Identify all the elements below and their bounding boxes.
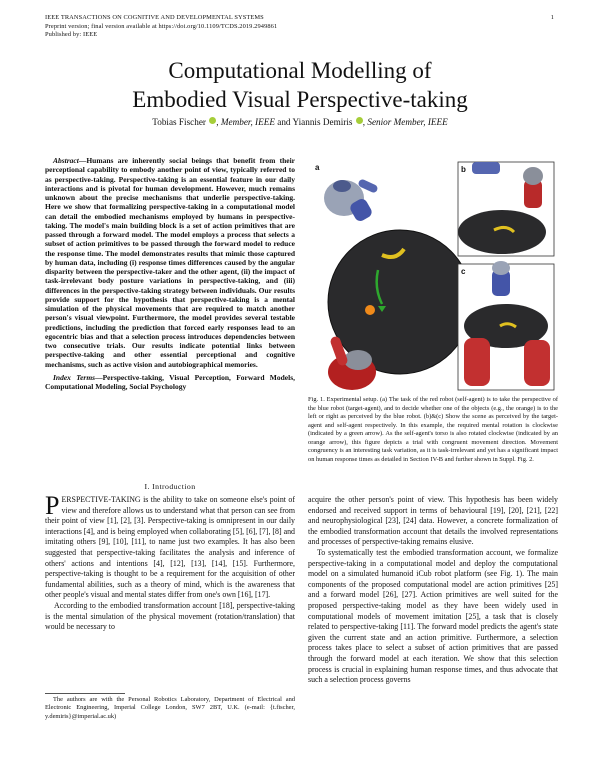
intro-left-column — [45, 491, 295, 633]
journal-name: IEEE TRANSACTIONS ON COGNITIVE AND DEVELOPMENTAL SYSTEMS — [45, 14, 264, 21]
panel-a-label: a — [315, 163, 320, 172]
page-number: 1 — [550, 14, 554, 21]
footnote: The authors are with the Personal Robotics Laboratory, Department of Electrical and Electronic Engineering, Imperial College London, SW7 2BT, U.K. (e-mail: {t.fischer, y.demiris}@imperial.ac.uk) — [45, 696, 295, 720]
abstract: Abstract—Humans are inherently social beings that benefit from their perceptional capability to embody another point of view, typically referred to as perspective-taking. Perspective-taking is an essential feature in our daily interactions and is pivotal for human development. However, much remains unknown about the precise mechanisms that underlie perspective-taking. Here we show that formalizing perspective-taking in a computational model can detail the embodied mechanisms employed by humans in perspective-taking. The model's main building block is a set of action primitives that are passed through a forward model. The model employs a process that selects a subset of action primitives to be passed through the forward model to reduce the response time. The model demonstrates results that mimic those captured by human data, including (i) response times differences caused by the angular disparity between the perspective-taker and the other agent, (ii) the impact of task-irrelevant body posture variations in perspective-taking, and (iii) differences in the perspective-taking strategy between individuals. Our results provide support for the hypothesis that perspective-taking is a mental simulation of the physical movements that are required to match another person's visual viewpoint. Furthermore, the model provides several testable predictions, including the prediction that forced early responses lead to an egocentric bias and that a selection process introduces dependencies between two consecutive trials. Our results indicate potential links between perspective-taking and other essential perceptional and cognitive mechanisms, such as active vision and autobiographical memories. — [45, 156, 295, 369]
orcid-icon[interactable] — [209, 117, 216, 124]
author-line: Tobias Fischer , Member, IEEE and Yiannis Demiris , Senior Member, IEEE — [152, 117, 448, 127]
intro-right-column — [308, 495, 558, 686]
figure-caption: Fig. 1. Experimental setup. (a) The task of the red robot (self-agent) is to take the perspective of the blue robot (target-agent), and to decide whether one of the objects (e.g., the orange) is to the left or right as perceived by the blue robot. (b)&(c) Show the scene as perceived by the target-agent and self-agent respectively. In this example, the required mental rotation is clockwise (indicated by a green arrow). As the self-agent's torso is also rotated clockwise (indicated by an orange arrow), this figure depicts a trial with congruent movement direction. Movement congruency is an interesting task variation, as it is task-irrelevant and yet has a significant impact on human response times as detailed in Section IV-B and further shown in Suppl. Fig. 2. — [308, 396, 558, 463]
index-terms-label: Index Terms — [53, 372, 96, 382]
panel-c-label: c — [461, 267, 466, 276]
author-2: Yiannis Demiris — [292, 117, 353, 127]
section-heading: I. Introduction — [144, 482, 196, 491]
footnote-rule — [45, 693, 125, 694]
intro-paragraph-2: According to the embodied transformation account [18], perspective-taking is the mental simulation of the physical movement (rotation/translation) that would be necessary to — [45, 600, 295, 632]
orange-object — [365, 305, 375, 315]
author-2-role: Senior Member, IEEE — [367, 117, 448, 127]
abstract-label: Abstract — [53, 156, 79, 165]
orcid-icon[interactable] — [356, 117, 363, 124]
title-line-2: Embodied Visual Perspective-taking — [132, 87, 468, 112]
intro-paragraph-1 — [45, 491, 295, 601]
index-terms: Index Terms—Perspective-taking, Visual Perception, Forward Models, Computational Modeling, Social Psychology — [45, 372, 296, 391]
intro-right-paragraph-1: acquire the other person's point of view. This hypothesis has been widely endorsed and received support in terms of behavioural [19], [20], [21], [22] and neurophysiological [23], [24] data. However, a concrete formalization of the embodied transformation account that details the involved representations and processes of perspective-taking remains elusive. — [308, 495, 558, 547]
author-1: Tobias Fischer — [152, 117, 206, 127]
panel-b-label: b — [461, 165, 466, 174]
panel-c — [458, 261, 554, 390]
author-1-role: Member, IEEE — [220, 117, 275, 127]
running-header — [45, 14, 277, 40]
abstract-text: Humans are inherently social beings that benefit from their perceptional capability to embody another point of view, typically referred to as perspective-taking. Perspective-taking is an essential feature in our daily interactions and is pivotal for human development. However, much remains unknown about the precise mechanisms that underlie perspective-taking. Here we show that formalizing perspective-taking in a computational model can detail the embodied mechanisms employed by humans in perspective-taking. The model's main building block is a set of action primitives that are passed through a forward model. The model employs a process that selects a subset of action primitives to be passed through the forward model to reduce the response time. The model demonstrates results that mimic those captured by human data, including (i) response times differences caused by the angular disparity between the perspective-taker and the other agent, (ii) the impact of task-irrelevant body posture variations in perspective-taking, and (iii) differences in the perspective-taking strategy between individuals. Our results provide support for the hypothesis that perspective-taking is a mental simulation of the physical movements that are required to match another person's visual viewpoint. Furthermore, the model provides several testable predictions, including the prediction that forced early responses lead to an egocentric bias and that a selection process introduces dependencies between two consecutive trials. Our results indicate potential links between perspective-taking and other essential perceptional and cognitive mechanisms, such as active vision and autobiographical memories. — [45, 156, 295, 369]
paper-title — [0, 56, 600, 114]
preprint-note[interactable]: Preprint version; final version available at https://doi.org/10.1109/TCDS.2019.2949861 — [45, 22, 278, 30]
title-line-1: Computational Modelling of — [168, 58, 432, 83]
publisher-note: Published by: IEEE — [45, 31, 98, 39]
intro-right-paragraph-2: To systematically test the embodied transformation account, we formalize perspective-taking in a computational model and deploy the computational model on a simulated humanoid iCub robot platform (see Fig. 1). The main components of the proposed computational model are action primitives [25] and a forward model [26], [27]. Action primitives are well suited for the proposed perspective-taking model as they have been widely used in computational models of movement imitation [25], a task that is closely related to perspective-taking [11]. The forward model predicts the agent's state given the current state and an action primitive. Furthermore, a selection process takes place to select a subset of action primitives that are passed through the forward model at each iteration. We show that this selection process is crucial in explaining human response times, and thus advocate that such a selection process governs — [308, 547, 558, 685]
panel-b — [458, 162, 554, 256]
drop-cap: P — [45, 491, 60, 520]
index-terms-text: Perspective-taking, Visual Perception, Forward Models, Computational Modeling, Social Psychology — [45, 372, 296, 391]
figure-1 — [312, 160, 556, 392]
intro-p1-text: is the ability to take on someone else's point of view and therefore allows us to understand what that person can see from their point of view [1], [2], [3]. Perspective-taking is omnipresent in our daily interactions [4], and is being employed when collaborating [5], [6], [7], [8] and imitating others [9], [10], [11], to name just two examples. It has also been suggested that perspective-taking facilitates the analysis and inference of others' actions and intentions [4], [12], [13], [14], [15]. Furthermore, perspective-taking is thought to be a requirement for the acquisition of other fundamental abilities, such as a theory of mind, which is the awareness that other people's visual and mental states differ from one's own [16], [17]. — [45, 495, 295, 600]
intro-lead: ERSPECTIVE-TAKING — [61, 495, 141, 504]
left-column — [45, 156, 295, 391]
author-conjunction: and — [277, 117, 291, 127]
